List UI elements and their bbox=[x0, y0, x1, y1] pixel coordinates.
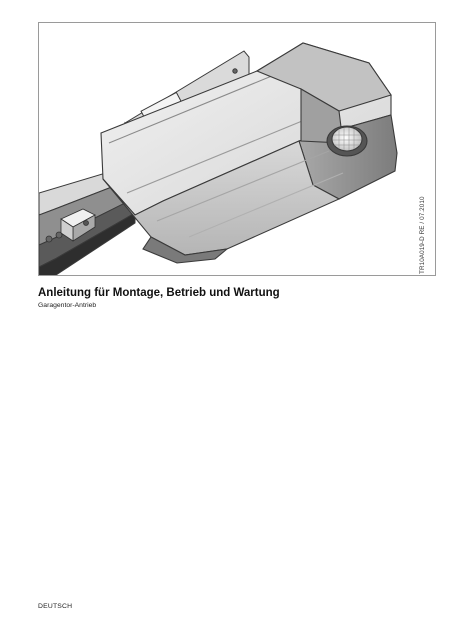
motor-housing bbox=[101, 43, 397, 263]
product-illustration-frame bbox=[38, 22, 436, 276]
garage-door-opener-illustration bbox=[39, 23, 436, 276]
document-reference: TR10A019-D RE / 07.2010 bbox=[419, 196, 426, 274]
document-title: Anleitung für Montage, Betrieb und Wartung bbox=[38, 287, 280, 299]
language-label: DEUTSCH bbox=[38, 603, 73, 610]
document-subtitle: Garagentor-Antrieb bbox=[38, 302, 97, 309]
